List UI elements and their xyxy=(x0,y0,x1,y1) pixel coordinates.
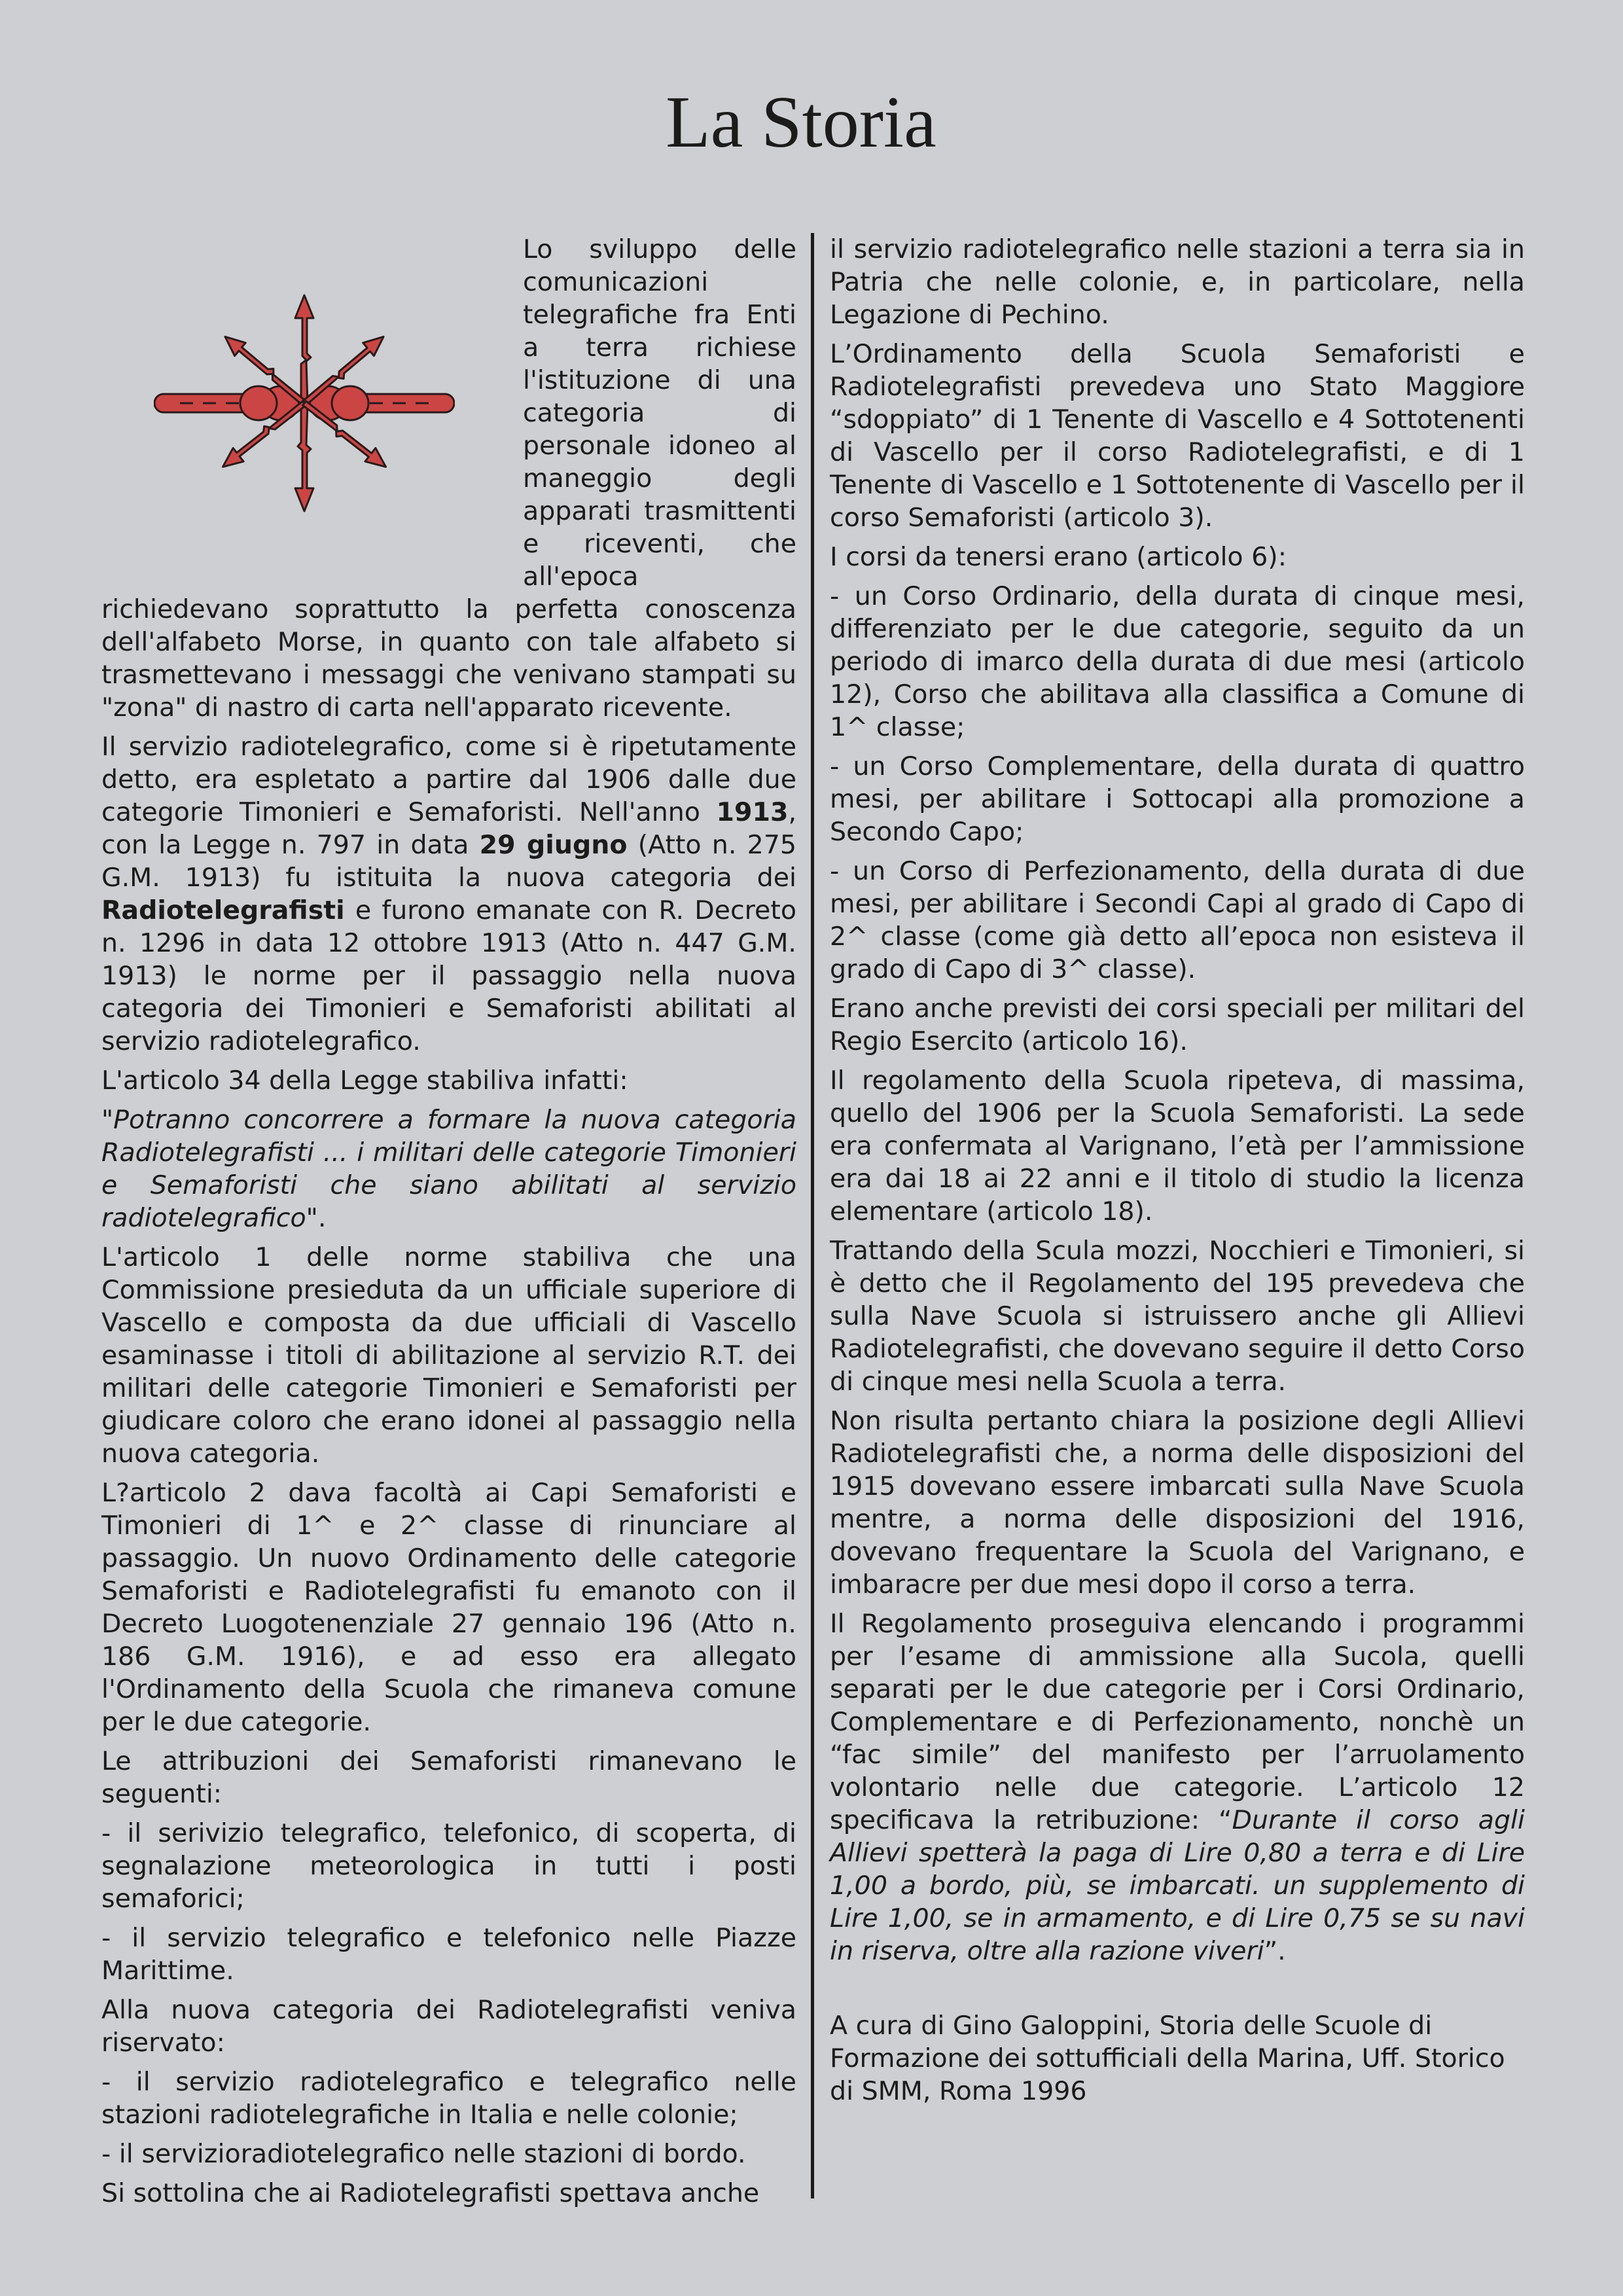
left-paragraph-10: Alla nuova categoria dei Radiotelegrafisti veniva riservato: xyxy=(101,1995,796,2058)
right-paragraph-3: I corsi da tenersi erano (articolo 6): xyxy=(830,542,1287,572)
left-paragraph-3: L'articolo 34 della Legge stabiliva infatti: xyxy=(101,1066,628,1096)
left-list-item-4: - il servizioradiotelegrafico nelle stazioni di bordo. xyxy=(101,2139,746,2169)
left-paragraph-7: Le attribuzioni dei Semaforisti rimanevano le seguenti: xyxy=(101,1746,796,1809)
left-paragraph-6: L?articolo 2 dava facoltà ai Capi Semaforisti e Timonieri di 1^ e 2^ classe di rinunciare al passaggio. Un nuovo Ordinamento delle categorie Semaforisti e Radiotelegrafisti fu emanoto con il Decreto Luogotenenziale 27 gennaio 196 (Atto n. 186 G.M. 1916), e ad esso era allegato l'Ordinamento della Scuola che rimaneva comune per le due categorie. xyxy=(101,1478,796,1737)
right-paragraph-1: il servizio radiotelegrafico nelle stazioni a terra sia in Patria che nelle colonie, e, in particolare, nella Legazione di Pechino. xyxy=(830,234,1525,330)
left-list-item-3: - il servizio radiotelegrafico e telegrafico nelle stazioni radiotelegrafiche in Italia e nelle colonie; xyxy=(101,2067,796,2130)
right-paragraph-2: L’Ordinamento della Scuola Semaforisti e Radiotelegrafisti prevedeva uno Stato Maggiore “sdoppiato” di 1 Tenente di Vascello e 4 Sottotenenti di Vascello per il corso Radiotelegrafisti, e di 1 Tenente di Vascello e 1 Sottotenente di Vascello per il corso Semaforisti (articolo 3). xyxy=(830,339,1525,533)
law-quote: "Potranno concorrere a formare la nuova categoria Radiotelegrafisti ... i militari delle categorie Timonieri e Semaforisti che siano abilitati al servizio radiotelegrafico". xyxy=(101,1105,796,1233)
emblem xyxy=(101,233,507,573)
left-list-item-1: - il serivizio telegrafico, telefonico, di scoperta, di segnalazione meteorologica in tutti i posti semaforici; xyxy=(101,1818,796,1914)
left-column xyxy=(101,233,796,2216)
left-paragraph-2: Il servizio radiotelegrafico, come si è ripetutamente detto, era espletato a partire dal 1906 dalle due categorie Timonieri e Semaforisti. Nell'anno 1913, con la Legge n. 797 in data 29 giugno (Atto n. 275 G.M. 1913) fu istituita la nuova categoria dei Radiotelegrafisti e furono emanate con R. Decreto n. 1296 in data 12 ottobre 1913 (Atto n. 447 G.M. 1913) le norme per il passaggio nella nuova categoria dei Timonieri e Semaforisti abilitati al servizio radiotelegrafico. xyxy=(101,732,797,1056)
column-divider xyxy=(811,233,814,2198)
left-paragraph-5: L'articolo 1 delle norme stabiliva che una Commissione presieduta da un ufficiale superiore di Vascello e composta da due ufficiali di Vascello esaminasse i titoli di abilitazione al servizio R.T. dei militari delle categorie Timonieri e Semaforisti per giudicare coloro che erano idonei al passaggio nella nuova categoria. xyxy=(101,1242,796,1469)
right-list-item-1: - un Corso Ordinario, della durata di cinque mesi, differenziato per le due categorie, seguito da un periodo di imarco della durata di due mesi (articolo 12), Corso che abilitava alla classifica a Comune di 1^ classe; xyxy=(830,581,1525,742)
right-list-item-2: - un Corso Complementare, della durata di quattro mesi, per abilitare i Sottocapi alla promozione a Secondo Capo; xyxy=(830,751,1525,847)
right-column xyxy=(830,233,1525,2114)
right-paragraph-9: Trattando della Scula mozzi, Nocchieri e Timonieri, si è detto che il Regolamento del 195 prevedeva che sulla Nave Scuola si istruissero anche gli Allievi Radiotelegrafisti, che dovevano seguire il detto Corso di cinque mesi nella Scuola a terra. xyxy=(830,1236,1525,1397)
left-paragraph-1: Lo sviluppo delle comunicazioni telegrafiche fra Enti a terra richiese l'istituzione di una categoria di personale idoneo al maneggio degli apparati trasmittenti e riceventi, che all'epoca richiedevano soprattutto la perfetta conoscenza dell'alfabeto Morse, in quanto con tale alfabeto si trasmettevano i messaggi che venivano stampati su "zona" di nastro di carta nell'apparato ricevente. xyxy=(101,234,796,723)
radiotelegraph-emblem-icon xyxy=(154,285,455,521)
left-paragraph-13: Si sottolina che ai Radiotelegrafisti spettava anche xyxy=(101,2178,760,2208)
left-list-item-2: - il servizio telegrafico e telefonico nelle Piazze Marittime. xyxy=(101,1923,796,1986)
right-paragraph-11: Il Regolamento proseguiva elencando i programmi per l’esame di ammissione alla Sucola, quelli separati per le due categorie per i Corsi Ordinario, Complementare e di Perfezionamento, nonchè un “fac simile” del manifesto per l’arruolamento volontario nelle due categorie. L’articolo 12 specificava la retribuzione: “Durante il corso agli Allievi spetterà la paga di Lire 0,80 a terra e di Lire 1,00 a bordo, più, se imbarcati. un supplemento di Lire 1,00, se in armamento, e di Lire 0,75 se su navi in riserva, oltre alla razione viveri”. xyxy=(830,1609,1525,1966)
right-paragraph-7: Erano anche previsti dei corsi speciali per militari del Regio Esercito (articolo 16). xyxy=(830,994,1525,1056)
right-paragraph-8: Il regolamento della Scuola ripeteva, di massima, quello del 1906 per la Scuola Semaforisti. La sede era confermata al Varignano, l’età per l’ammissione era dai 18 ai 22 anni e il titolo di studio la licenza elementare (articolo 18). xyxy=(830,1066,1525,1227)
right-paragraph-10: Non risulta pertanto chiara la posizione degli Allievi Radiotelegrafisti che, a norma delle disposizioni del 1915 dovevano essere imbarcati sulla Nave Scuola mentre, a norma delle disposizioni del 1916, dovevano frequentare la Scuola del Varignano, e imbaracre per due mesi dopo il corso a terra. xyxy=(830,1406,1525,1600)
credit-note: A cura di Gino Galoppini, Storia delle Scuole di Formazione dei sottufficiali della Marina, Uff. Storico di SMM, Roma 1996 xyxy=(830,2011,1505,2106)
page-title: La Storia xyxy=(666,82,936,163)
right-list-item-3: - un Corso di Perfezionamento, della durata di due mesi, per abilitare i Secondi Capi al grado di Capo di 2^ classe (come già detto all’epoca non esisteva il grado di Capo di 3^ classe). xyxy=(830,856,1525,984)
